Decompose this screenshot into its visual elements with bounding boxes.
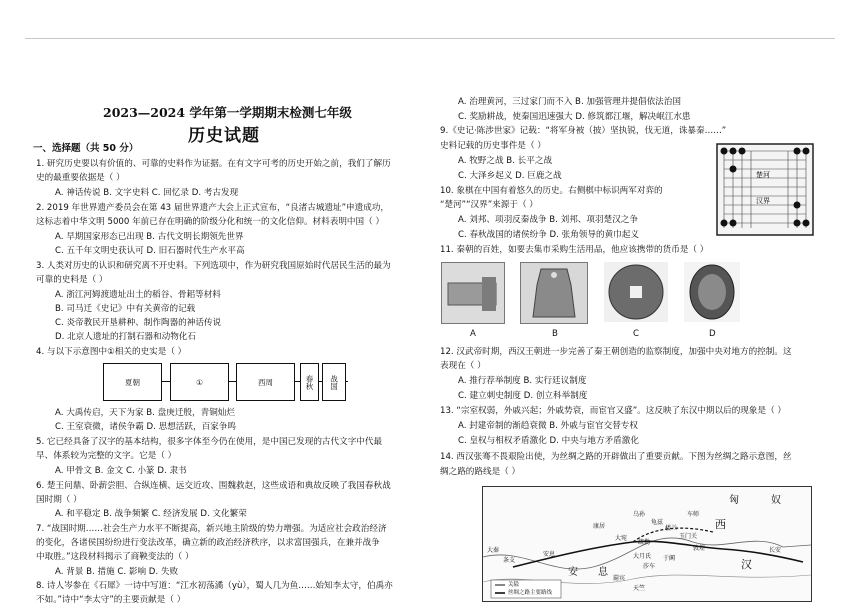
question-line: 的变化，各诸侯国纷纷进行变法改革，确立新的政治经济秩序，以求富国强兵，在兼并战争 [36, 538, 380, 548]
coin-label: C [633, 329, 640, 339]
question-line: 9.《史记·陈涉世家》记载：“将军身被（披）坚执锐，伐无道，诛暴秦……” [440, 126, 727, 136]
question-line: 4. 与以下示意图中①相关的史实是（ ） [36, 347, 187, 357]
coin-label: A [470, 329, 476, 339]
top-rule [25, 38, 835, 39]
map-label: 楼兰 [665, 525, 678, 532]
question-line: 中取胜。”这段材料揭示了商鞅变法的（ ） [36, 552, 194, 562]
flow-box: 西周 [236, 363, 295, 401]
map-label: 大秦 [487, 547, 500, 554]
question-line: 绸之路的路线是（ ） [440, 467, 521, 477]
question-line: 6. 楚王问鼎、卧薪尝胆、合纵连横、远交近攻、围魏救赵，这些成语和典故反映了我国春秋战 [36, 481, 391, 491]
question-line: 7. “战国时期……社会生产力水平不断提高，新兴地主阶级的势力增强。为适应社会政治经济 [36, 524, 387, 534]
map-label: 长安 [769, 547, 782, 554]
map-label: 大月氏 [633, 553, 652, 560]
map-label: 车师 [687, 511, 700, 518]
coin-label: D [709, 329, 716, 339]
question-line: 8. 诗人岑参在《石犀》一诗中写道：“江水初荡潏（yù），蜀人几为鱼……始知李太守，伯禹亦 [36, 581, 393, 591]
question-line: 不如。”诗中“李太守”的主要贡献是（ ） [36, 595, 186, 605]
map-label: 匈 [729, 495, 739, 506]
option-line: A. 背景 B. 措施 C. 影响 D. 失败 [55, 567, 179, 577]
flow-box: ① [170, 363, 229, 401]
option-line: C. 炎帝教民开垦耕种、制作陶器的神话传说 [55, 318, 222, 328]
option-line: C. 大泽乡起义 D. 巨鹿之战 [458, 171, 562, 181]
option-line: A. 推行荐举制度 B. 实行廷议制度 [458, 376, 587, 386]
flow-box: 夏朝 [103, 363, 162, 401]
option-line: C. 王室衰微，诸侯争霸 D. 思想活跃，百家争鸣 [55, 422, 236, 432]
map-label: 西 [715, 518, 726, 531]
question-line: 这标志着中华文明 5000 年前已存在明确的阶级分化和统一的文化信仰。材料表明中国（ ） [36, 217, 385, 227]
question-line: 14. 西汉张骞不畏艰险出使，为丝绸之路的开辟做出了重要贡献。下图为丝绸之路示意图，丝 [440, 452, 792, 462]
question-line: 12. 汉武帝时期，西汉王朝进一步完善了秦王朝创造的监察制度，加强中央对地方的控制。这 [440, 347, 792, 357]
option-line: A. 牧野之战 B. 长平之战 [458, 156, 553, 166]
map-label: 息 [598, 567, 608, 578]
coin-d-image [684, 262, 740, 322]
option-line: C. 春秋战国的诸侯纷争 D. 张角领导的黄巾起义 [458, 230, 639, 240]
question-line: 13. “宗室权弱，外戚兴起；外戚势衰，而宦官又盛”。这反映了东汉中期以后的现象是（ ） [440, 406, 787, 416]
map-label: 奴 [771, 495, 781, 506]
chess-river-right: 汉界 [756, 197, 770, 205]
map-label: 安息 [543, 551, 556, 558]
option-line: A. 浙江河姆渡遗址出土的稻谷、骨耜等材料 [55, 290, 221, 300]
option-line: C. 五千年文明史获认可 D. 旧石器时代生产水平高 [55, 246, 245, 256]
map-label: 龟兹 [651, 519, 664, 526]
map-legend-item: 丝绸之路主要路线 [508, 590, 553, 596]
map-label: 康居 [593, 523, 606, 530]
option-line: A. 甲骨文 B. 金文 C. 小篆 D. 隶书 [55, 466, 187, 476]
map-label: 玉门关 [679, 533, 698, 540]
question-line: 10. 象棋在中国有着悠久的历史。右侧棋中标识两军对弈的 [440, 186, 663, 196]
question-line: 可靠的史料是（ ） [36, 275, 108, 285]
exam-subject: 历史试题 [188, 126, 260, 146]
map-legend-item: 关隘 [508, 582, 520, 588]
map-label: 安 [568, 567, 578, 578]
coin-c-image [604, 262, 668, 322]
question-line: 5. 它已经具备了汉字的基本结构，很多字体至今仍在使用，是中国已发现的古代文字中代最 [36, 437, 383, 447]
question-line: 国时期（ ） [36, 495, 82, 505]
chess-board-image [716, 143, 814, 236]
map-label: 汉 [741, 558, 752, 571]
flow-box: 春秋 [300, 363, 319, 401]
option-line: A. 神话传说 B. 文字史料 C. 回忆录 D. 考古发现 [55, 188, 239, 198]
map-label: 大宛 [615, 535, 628, 542]
option-line: A. 大禹传启，天下为家 B. 盘庚迁殷，青铜灿烂 [55, 408, 235, 418]
flow-box: 战国 [322, 363, 346, 401]
option-line: C. 奖励耕战，使秦国迅速强大 D. 修筑都江堰，解决岷江水患 [458, 112, 691, 122]
question-line: 史的最重要依据是（ ） [36, 173, 125, 183]
option-line: A. 刘邦、项羽反秦战争 B. 刘邦、项羽楚汉之争 [458, 215, 638, 225]
question-line: 史料记载的历史事件是（ ） [440, 141, 546, 151]
option-line: C. 皇权与相权矛盾激化 D. 中央与地方矛盾激化 [458, 436, 639, 446]
coin-label: B [552, 329, 558, 339]
option-line: C. 建立刺史制度 D. 创立科举制度 [458, 391, 588, 401]
question-line: 表现在（ ） [440, 361, 486, 371]
option-line: D. 北京人遗址的打制石器和动物化石 [55, 332, 196, 342]
question-line: 2. 2019 年世界遗产委员会在第 43 届世界遗产大会上正式宣布，“良渚古城遗址”申遗成功， [36, 203, 390, 213]
coin-a-image [441, 262, 505, 324]
question-line: “楚河”“汉界”来源于（ ） [440, 200, 538, 210]
option-line: A. 早期国家形态已出现 B. 古代文明长期领先世界 [55, 232, 244, 242]
question-line: 11. 秦朝的百姓，如要去集市采购生活用品，他应该携带的货币是（ ） [440, 245, 709, 255]
map-label: 乌孙 [633, 511, 646, 518]
map-label: 莎车 [643, 563, 656, 570]
exam-title: 2023—2024 学年第一学期期末检测七年级 [103, 105, 352, 120]
coin-b-image [520, 262, 588, 324]
option-line: B. 司马迁《史记》中有关黄帝的记载 [55, 304, 196, 314]
map-label: 敦煌 [693, 545, 706, 552]
map-label: 罽宾 [613, 575, 626, 582]
option-line: A. 封建帝制的渐趋衰微 B. 外戚与宦官交替专权 [458, 421, 638, 431]
map-label: 疏勒 [638, 539, 651, 546]
question-line: 1. 研究历史要以有价值的、可靠的史料作为证据。在有文字可考的历史开始之前，我们了解历 [36, 159, 391, 169]
question-line: 早、体系较为完整的文字。它是（ ） [36, 451, 177, 461]
map-label: 天竺 [633, 585, 646, 592]
option-line: A. 和平稳定 B. 战争频繁 C. 经济发展 D. 文化繁荣 [55, 509, 247, 519]
option-line: A. 治理黄河，三过家门而不入 B. 加强管理并提倡依法治国 [458, 97, 681, 107]
section-heading: 一、选择题（共 50 分） [33, 143, 139, 154]
question-line: 3. 人类对历史的认识和研究离不开史料。下列选项中，作为研究我国原始时代居民生活的最为 [36, 261, 391, 271]
chess-river-left: 楚河 [756, 171, 770, 179]
map-label: 于阗 [663, 555, 676, 562]
silk-road-map [482, 486, 812, 602]
map-label: 条支 [503, 557, 516, 564]
